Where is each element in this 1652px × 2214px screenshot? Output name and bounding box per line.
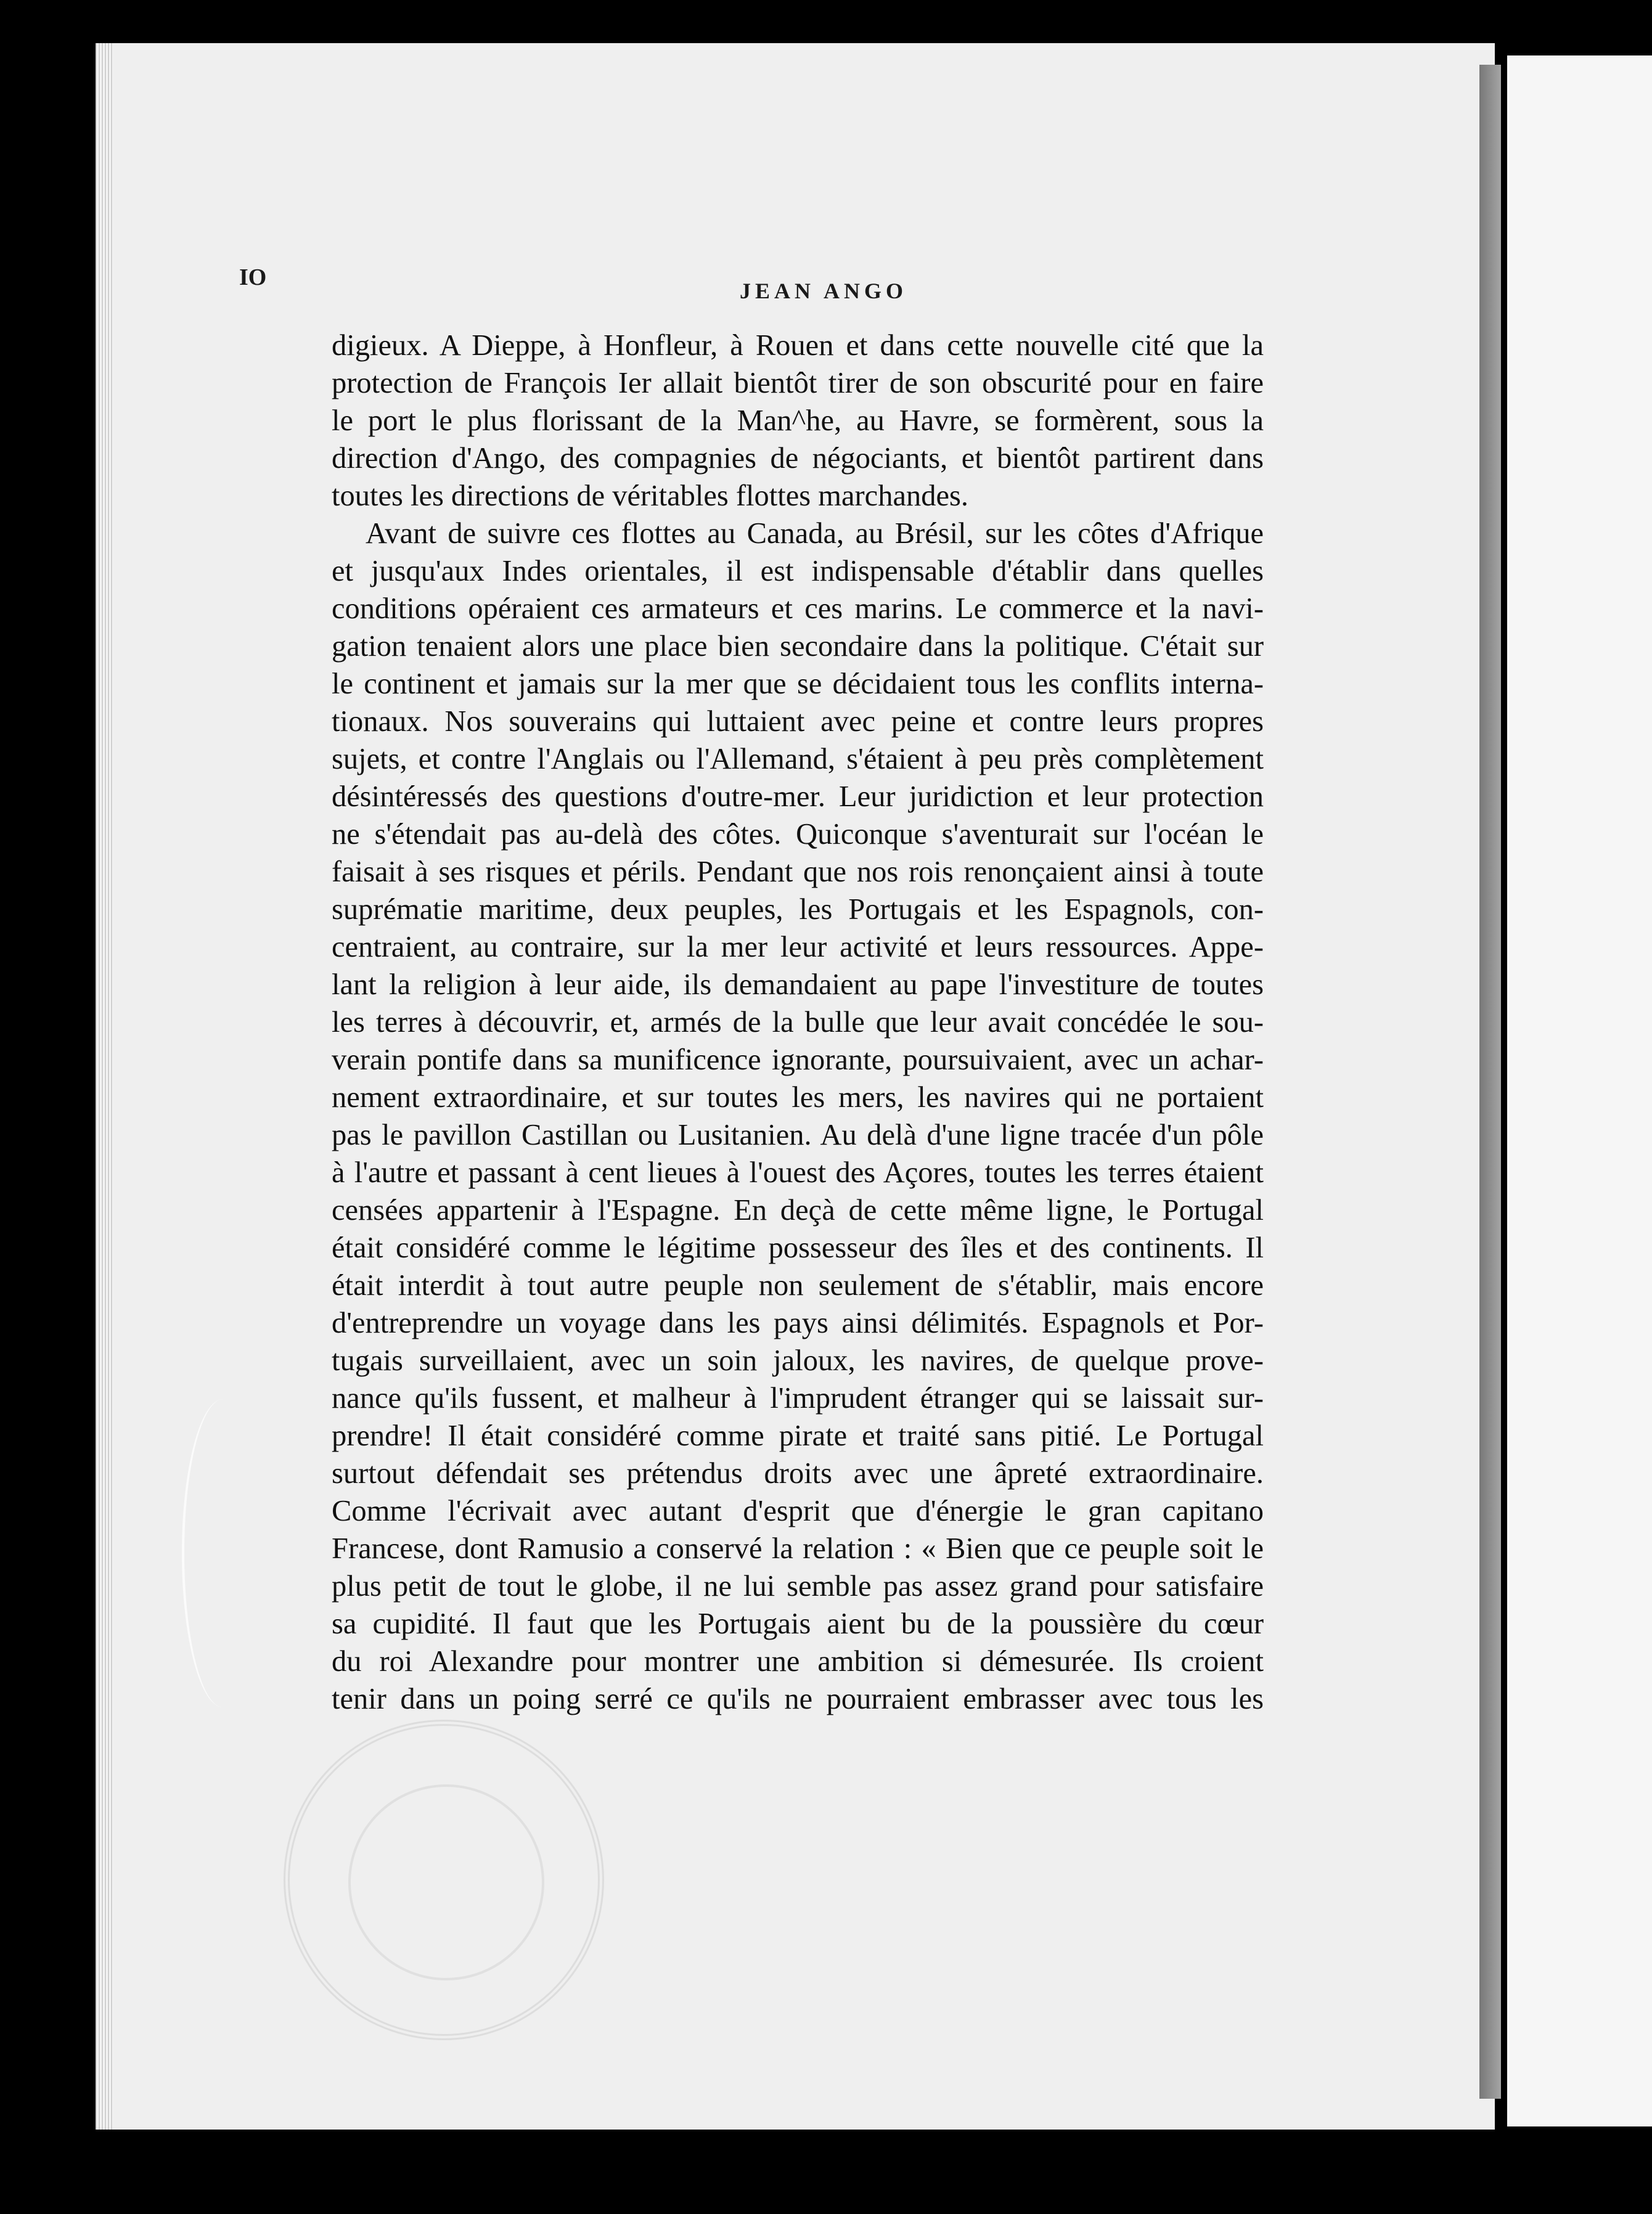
library-stamp xyxy=(284,1720,604,2040)
text-line-paragraph-start: Avant de suivre ces flottes au Canada, au Brésil, sur les côtes d'Afrique xyxy=(366,517,1264,550)
text-line: Francese, dont Ramusio a conservé la relation : « Bien que ce peuple soit le xyxy=(332,1532,1264,1565)
text-line: ne s'étendait pas au-delà des côtes. Quiconque s'aventurait sur l'océan le xyxy=(332,818,1264,851)
text-line: était interdit à tout autre peuple non seulement de s'établir, mais encore xyxy=(332,1269,1264,1302)
text-line: sa cupidité. Il faut que les Portugais aient bu de la poussière du cœur xyxy=(332,1607,1264,1640)
text-line: était considéré comme le légitime possesseur des îles et des continents. Il xyxy=(332,1232,1264,1264)
text-line: prendre! Il était considéré comme pirate et traité sans pitié. Le Portugal xyxy=(332,1419,1264,1452)
text-line: protection de François Ier allait bientôt tirer de son obscurité pour en faire xyxy=(332,367,1264,399)
text-line: gation tenaient alors une place bien secondaire dans la politique. C'était sur xyxy=(332,630,1264,663)
library-stamp-inner xyxy=(348,1784,544,1980)
page-edges xyxy=(96,43,113,2130)
text-line: digieux. A Dieppe, à Honfleur, à Rouen et dans cette nouvelle cité que la xyxy=(332,329,1264,362)
text-line: à l'autre et passant à cent lieues à l'ouest des Açores, toutes les terres étaient xyxy=(332,1156,1264,1189)
text-line: désintéressés des questions d'outre-mer. Leur juridiction et leur protection xyxy=(332,780,1264,813)
text-line: lant la religion à leur aide, ils demandaient au pape l'investiture de toutes xyxy=(332,968,1264,1001)
text-line: centraient, au contraire, sur la mer leur activité et leurs ressources. Appe- xyxy=(332,931,1264,963)
text-line: faisait à ses risques et périls. Pendant que nos rois renonçaient ainsi à toute xyxy=(332,856,1264,888)
text-line-last: toutes les directions de véritables flottes marchandes. xyxy=(332,480,968,512)
text-line: conditions opéraient ces armateurs et ces marins. Le commerce et la navi- xyxy=(332,592,1264,625)
text-line: le port le plus florissant de la Man^he, au Havre, se formèrent, sous la xyxy=(332,404,1264,437)
text-line: tenir dans un poing serré ce qu'ils ne pourraient embrasser avec tous les xyxy=(332,1683,1264,1715)
text-line: et jusqu'aux Indes orientales, il est indispensable d'établir dans quelles xyxy=(332,555,1264,587)
text-line: surtout défendait ses prétendus droits avec une âpreté extraordinaire. xyxy=(332,1457,1264,1490)
text-line: Comme l'écrivait avec autant d'esprit que d'énergie le gran capitano xyxy=(332,1495,1264,1527)
text-line: nement extraordinaire, et sur toutes les mers, les navires qui ne portaient xyxy=(332,1081,1264,1114)
text-line: censées appartenir à l'Espagne. En deçà de cette même ligne, le Portugal xyxy=(332,1194,1264,1227)
page-number: IO xyxy=(239,264,267,290)
text-line: d'entreprendre un voyage dans les pays ainsi délimités. Espagnols et Por- xyxy=(332,1307,1264,1339)
text-line: le continent et jamais sur la mer que se décidaient tous les conflits interna- xyxy=(332,668,1264,700)
text-line: plus petit de tout le globe, il ne lui semble pas assez grand pour satisfaire xyxy=(332,1570,1264,1603)
text-line: tionaux. Nos souverains qui luttaient avec peine et contre leurs propres xyxy=(332,705,1264,738)
text-line: sujets, et contre l'Anglais ou l'Allemand, s'étaient à peu près complètement xyxy=(332,743,1264,775)
body-text xyxy=(332,327,1264,1718)
text-line: pas le pavillon Castillan ou Lusitanien. Au delà d'une ligne tracée d'un pôle xyxy=(332,1119,1264,1151)
text-line: nance qu'ils fussent, et malheur à l'imprudent étranger qui se laissait sur- xyxy=(332,1382,1264,1415)
text-line: direction d'Ango, des compagnies de négociants, et bientôt partirent dans xyxy=(332,442,1264,475)
text-line: suprématie maritime, deux peuples, les Portugais et les Espagnols, con- xyxy=(332,893,1264,926)
text-line: verain pontife dans sa munificence ignorante, poursuivaient, avec un achar- xyxy=(332,1044,1264,1076)
margin-mark xyxy=(182,1399,264,1707)
text-line: tugais surveillaient, avec un soin jaloux, les navires, de quelque prove- xyxy=(332,1344,1264,1377)
text-line: les terres à découvrir, et, armés de la bulle que leur avait concédée le sou- xyxy=(332,1006,1264,1039)
running-head xyxy=(239,227,1287,303)
page-fold-shadow xyxy=(1479,65,1501,2099)
text-line: du roi Alexandre pour montrer une ambition si démesurée. Ils croient xyxy=(332,1645,1264,1678)
running-title: JEAN ANGO xyxy=(740,279,908,303)
facing-page xyxy=(1507,55,1652,2126)
